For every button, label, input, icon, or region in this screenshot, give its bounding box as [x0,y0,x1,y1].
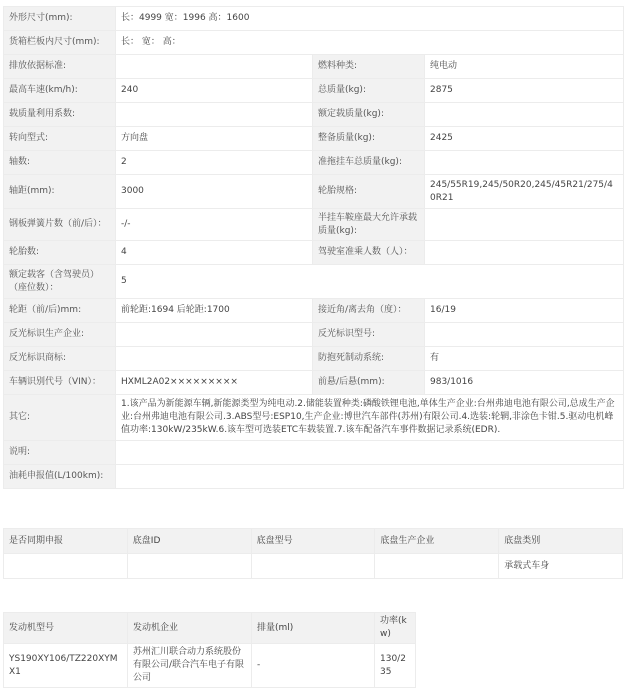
table-cell [4,554,128,579]
column-header: 是否同期申报 [4,529,128,554]
spec-label: 整备质量(kg): [313,127,425,151]
spec-label: 轮距（前/后)mm: [4,299,116,323]
spec-row [4,323,624,347]
spec-value: 983/1016 [425,371,624,395]
spec-value: 5 [116,265,624,299]
spec-row [4,395,624,441]
spec-label: 转向型式: [4,127,116,151]
table-cell: 承载式车身 [499,554,623,579]
fade-overlay [418,600,630,672]
spec-row [4,79,624,103]
column-header: 发动机企业 [128,613,252,644]
spec-value: 16/19 [425,299,624,323]
column-header: 功率(kw) [375,613,416,644]
table-cell: 苏州汇川联合动力系统股份有限公司/联合汽车电子有限公司 [128,644,252,688]
spec-label: 车辆识别代号（VIN）： [4,371,116,395]
spec-value: HXML2A02××××××××× [116,371,313,395]
spec-value: 前轮距:1694 后轮距:1700 [116,299,313,323]
column-header: 发动机型号 [4,613,128,644]
spec-value: 2875 [425,79,624,103]
spec-row [4,371,624,395]
spec-value [425,241,624,265]
spec-value [425,323,624,347]
spec-value [116,465,624,489]
spec-label: 额定载质量(kg): [313,103,425,127]
spec-value [425,103,624,127]
spec-label: 准拖挂车总质量(kg): [313,151,425,175]
spec-value: 240 [116,79,313,103]
spec-label: 轴数: [4,151,116,175]
table-cell [127,554,251,579]
spec-label: 说明: [4,441,116,465]
spec-row [4,175,624,209]
spec-label: 防抱死制动系统: [313,347,425,371]
spec-value [116,55,313,79]
spec-label: 半挂车鞍座最大允许承载质量(kg): [313,209,425,241]
spec-row [4,441,624,465]
spec-value: 纯电动 [425,55,624,79]
chassis-header-row [4,529,623,554]
column-header: 排量(ml) [252,613,375,644]
spec-value: 方向盘 [116,127,313,151]
spec-row [4,127,624,151]
spec-label: 反光标识商标: [4,347,116,371]
spec-row [4,465,624,489]
engine-row [4,644,416,688]
spec-value: 有 [425,347,624,371]
table-cell [251,554,375,579]
table-cell [375,554,499,579]
vehicle-spec-table [3,6,624,489]
spec-label: 燃料种类: [313,55,425,79]
spec-label: 轮胎数: [4,241,116,265]
spec-row [4,103,624,127]
spec-row [4,151,624,175]
spec-value [425,151,624,175]
column-header: 底盘生产企业 [375,529,499,554]
spec-value: 2 [116,151,313,175]
spec-value: 245/55R19,245/50R20,245/45R21/275/40R21 [425,175,624,209]
spec-label: 反光标识型号: [313,323,425,347]
spec-value: -/- [116,209,313,241]
spec-value: 1.该产品为新能源车辆,新能源类型为纯电动.2.储能装置种类:磷酸铁锂电池,单体生产企业:台州弗迪电池有限公司,总成生产企业:台州弗迪电池有限公司.3.ABS型号:ESP10,生产企业:博世汽车部件(苏州)有限公司.4.选装:轮辋,非涂色卡钳.5.驱动电机峰值功率:130kW/235kW.6.该车型可选装ETC车载装置.7.该车配备汽车事件数据记录系统(EDR). [116,395,624,441]
spec-label: 外形尺寸(mm): [4,7,116,31]
spec-label: 额定载客（含驾驶员）（座位数）： [4,265,116,299]
spec-label: 反光标识生产企业: [4,323,116,347]
spec-row [4,347,624,371]
spec-value: 长： 宽： 高： [116,31,624,55]
column-header: 底盘型号 [251,529,375,554]
column-header: 底盘类别 [499,529,623,554]
engine-table [3,612,416,688]
spec-label: 钢板弹簧片数（前/后）： [4,209,116,241]
spec-label: 油耗申报值(L/100km): [4,465,116,489]
table-cell: YS190XY106/TZ220XYMX1 [4,644,128,688]
spec-label: 载质量利用系数: [4,103,116,127]
spec-label: 轴距(mm): [4,175,116,209]
spec-row [4,55,624,79]
spec-value: 4 [116,241,313,265]
spec-value [116,347,313,371]
spec-row [4,7,624,31]
table-cell: 130/235 [375,644,416,688]
spec-label: 接近角/离去角（度）： [313,299,425,323]
spec-row [4,209,624,241]
spec-label: 总质量(kg): [313,79,425,103]
spec-label: 其它: [4,395,116,441]
spec-row [4,299,624,323]
chassis-row [4,554,623,579]
spec-row [4,31,624,55]
spec-label: 排放依据标准: [4,55,116,79]
spec-value [425,209,624,241]
spec-value: 2425 [425,127,624,151]
spec-row [4,241,624,265]
spec-value [116,103,313,127]
column-header: 底盘ID [127,529,251,554]
engine-header-row [4,613,416,644]
spec-value [116,323,313,347]
spec-value: 3000 [116,175,313,209]
spec-value [116,441,624,465]
spec-label: 驾驶室准乘人数（人）： [313,241,425,265]
table-cell: - [252,644,375,688]
spec-label: 轮胎规格: [313,175,425,209]
spec-row [4,265,624,299]
spec-value: 长：4999 宽：1996 高：1600 [116,7,624,31]
spec-label: 前悬/后悬(mm): [313,371,425,395]
spec-label: 货箱栏板内尺寸(mm): [4,31,116,55]
chassis-table [3,528,623,579]
spec-label: 最高车速(km/h): [4,79,116,103]
